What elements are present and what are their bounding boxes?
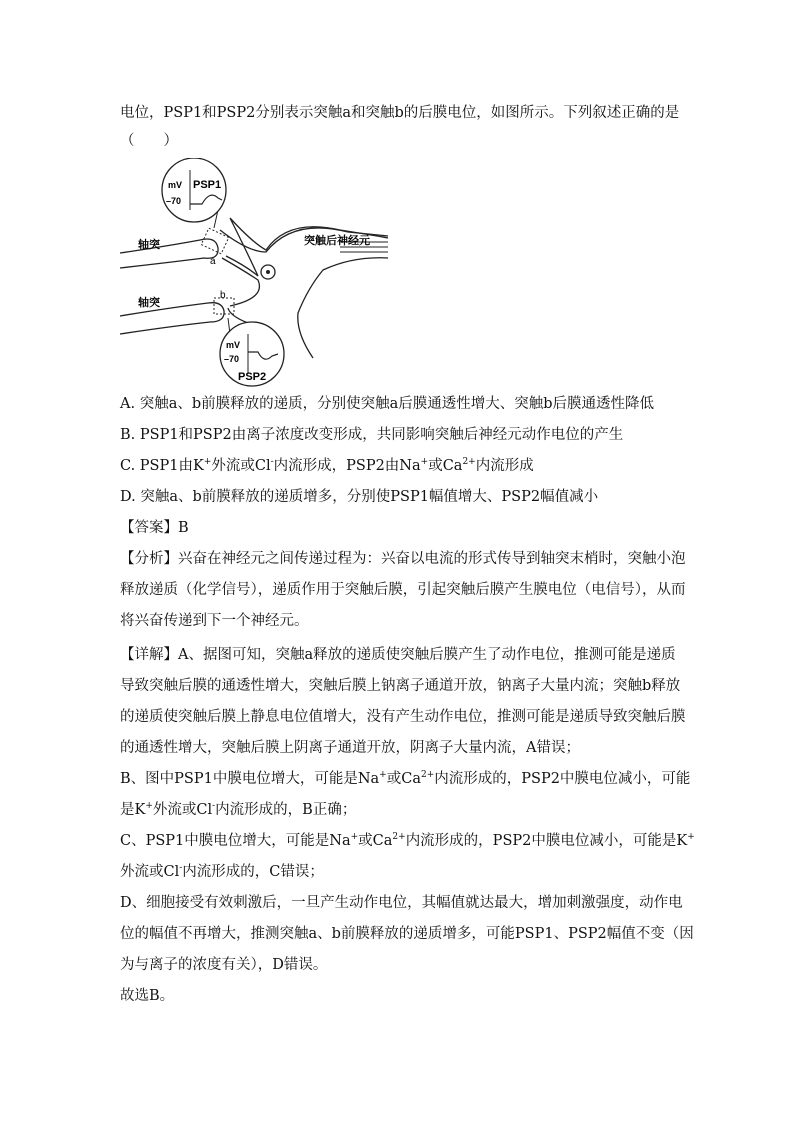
synapse-a-label: a: [210, 256, 216, 267]
psp1-unit: mV: [168, 180, 183, 190]
question-stem-line1: 电位，PSP1和PSP2分别表示突触a和突触b的后膜电位，如图所示。下列叙述正确的是: [120, 105, 680, 121]
psp1-label: PSP1: [193, 179, 222, 191]
answer: 【答案】B: [120, 520, 189, 536]
neuron-label: 突触后神经元: [304, 234, 370, 247]
psp1-value: –70: [166, 196, 182, 206]
psp2-value: –70: [224, 354, 240, 364]
detail-d-line3: 为与离子的浓度有关），D错误。: [120, 957, 328, 973]
option-b: B. PSP1和PSP2由离子浓度改变形成，共同影响突触后神经元动作电位的产生: [120, 427, 624, 443]
axon-top-shape: [120, 239, 218, 268]
detail-line2: 导致突触后膜的通透性增大，突触后膜上钠离子通道开放，钠离子大量内流；突触b释放: [120, 678, 681, 694]
synapse-b-label: b: [220, 290, 226, 301]
option-a: A. 突触a、b前膜释放的递质，分别使突触a后膜通透性增大、突触b后膜通透性降低: [120, 396, 655, 412]
detail-line4: 的通透性增大，突触后膜上阴离子通道开放，阴离子大量内流，A错误；: [120, 740, 580, 756]
detail-d-line2: 位的幅值不再增大，推测突触a、b前膜释放的递质增多，可能PSP1、PSP2幅值不变（因: [120, 926, 694, 942]
axon-top-label: 轴突: [138, 238, 160, 251]
conclusion: 故选B。: [120, 988, 175, 1004]
synapse-diagram: [118, 158, 388, 388]
axon-bottom-shape: [120, 303, 224, 334]
detail-d-line1: D、细胞接受有效刺激后，一旦产生动作电位，其幅值就达最大，增加刺激强度，动作电: [120, 895, 683, 911]
analysis-line2: 释放递质（化学信号），递质作用于突触后膜，引起突触后膜产生膜电位（电信号），从而: [120, 582, 686, 598]
detail-line1: 【详解】A、据图可知，突触a释放的递质使突触后膜产生了动作电位，推测可能是递质: [120, 647, 676, 663]
detail-b-line1: B、图中PSP1中膜电位增大，可能是Na+或$Ca^{2+}$内流形成的，PSP2中膜电位减小，可能: [120, 770, 691, 787]
detail-line3: 的递质使突触后膜上静息电位值增大，没有产生动作电位，推测可能是递质导致突触后膜: [120, 709, 686, 725]
detail-b-line2: 是K+外流或Cl-内流形成的，B正确；: [120, 801, 357, 818]
analysis-line1: 【分析】兴奋在神经元之间传递过程为：兴奋以电流的形式传导到轴突末梢时，突触小泡: [120, 551, 686, 567]
neuron-lower-edge: [222, 258, 259, 306]
detail-c-line2: 外流或Cl-内流形成的，C错误；: [120, 863, 324, 880]
question-stem-line2: （ ）: [120, 133, 178, 149]
option-c: C. PSP1由K+外流或Cl-内流形成，PSP2由Na+或$Ca^{2+}$内流形成: [120, 457, 534, 474]
option-d: D. 突触a、b前膜释放的递质增多，分别使PSP1幅值增大、PSP2幅值减小: [120, 489, 599, 505]
axon-bottom-label: 轴突: [138, 296, 160, 309]
analysis-line3: 将兴奋传递到下一个神经元。: [120, 613, 309, 629]
psp2-label: PSP2: [238, 371, 267, 383]
psp2-unit: mV: [226, 340, 241, 350]
detail-c-line1: C、PSP1中膜电位增大，可能是Na+或$Ca^{2+}$内流形成的，PSP2中膜电位减小，可能是K+: [120, 832, 695, 849]
